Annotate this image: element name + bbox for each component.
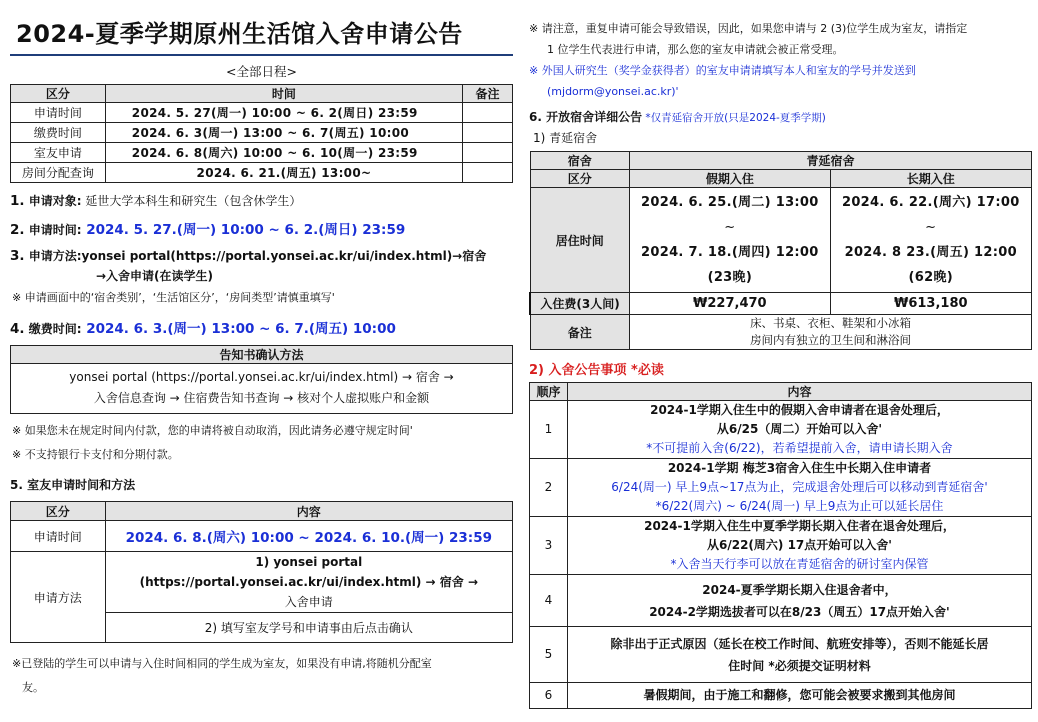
- dorm-remark-label: 备注: [530, 315, 630, 350]
- payment-box-body: [11, 364, 512, 413]
- dorm-subtitle: 1) 青延宿舍: [533, 131, 598, 145]
- schedule-label: 缴费时间: [11, 123, 106, 143]
- notice-number: 1: [530, 401, 568, 459]
- roommate-header: 区分: [11, 502, 106, 521]
- notice-line-highlight: *6/22(周六) ~ 6/24(周一) 早上9点为止可以延长居住: [655, 499, 944, 513]
- method-line: 1) yonsei portal: [255, 555, 363, 569]
- notice-line: 除非出于正式原因（延长在校工作时间、航班安排等），否则不能延长居: [610, 636, 989, 651]
- section-title: 6. 开放宿舍详细公告: [529, 110, 643, 124]
- schedule-row: [11, 103, 513, 123]
- notice-content: [567, 401, 1031, 459]
- schedule-remark: [463, 163, 513, 183]
- section-roommate-title: 5. 室友申请时间和方法: [10, 478, 136, 492]
- notice-line: 2024-夏季学期长期入住退舍者中，: [702, 582, 897, 597]
- notice-line: 2024-2学期选拔者可以在8/23（周五）17点开始入舍': [649, 604, 950, 619]
- notice-number: 5: [530, 627, 568, 683]
- schedule-time: 2024. 5. 27(周一) 10:00 ~ 6. 2(周日) 23:59: [105, 103, 462, 123]
- stay-line: 2024. 7. 18.(周四) 12:00: [641, 245, 819, 260]
- foreign-student-note: ※ 外国人研究生（奖学金获得者）的室友申请请填写本人和室友的学号并发送到: [529, 64, 916, 77]
- payment-step-line: 入舍信息查询 → 住宿费告知书查询 → 核对个人虚拟账户和金额: [93, 391, 430, 405]
- left-column: [10, 16, 513, 695]
- stay-line: (23晚): [707, 270, 753, 285]
- notice-line-highlight: *入舍当天行李可以放在青延宿舍的研讨室内保管: [670, 557, 929, 571]
- dorm-head: 宿舍: [530, 152, 630, 170]
- dorm-long-fee: ₩613,180: [830, 293, 1031, 315]
- notice-row: [530, 683, 1032, 709]
- dorm-row: [530, 170, 1032, 188]
- notice-content: [567, 627, 1031, 683]
- notice-number: 4: [530, 575, 568, 627]
- roommate-method-step1: [105, 552, 512, 613]
- notice-row: [530, 627, 1032, 683]
- notice-content: [567, 683, 1031, 709]
- section-applicants: [10, 192, 513, 209]
- schedule-time: 2024. 6. 21.(周五) 13:00~: [105, 163, 462, 183]
- dorm-row: [530, 152, 1032, 170]
- roommate-header-row: [11, 502, 513, 521]
- section-notice-title: 2) 入舍公告事项 *必读: [529, 363, 664, 378]
- dorm-stay-label: 居住时间: [530, 188, 630, 293]
- notice-line: 暑假期间，由于施工和翻修，您可能会被要求搬到其他房间: [643, 688, 956, 702]
- notice-row: [530, 459, 1032, 517]
- section-pay-time: [10, 317, 513, 337]
- notice-table: [529, 382, 1032, 709]
- notice-line: 从6/25（周二）开始可以入舍': [716, 422, 883, 436]
- notice-line: 2024-1学期 梅芝3宿舍入住生中长期入住申请者: [667, 461, 932, 475]
- dorm-short-fee: ₩227,470: [630, 293, 830, 315]
- roommate-header: 内容: [105, 502, 512, 521]
- notice-line: 住时间 *必须提交证明材料: [728, 658, 871, 673]
- notice-header: 内容: [567, 383, 1031, 401]
- dorm-head: 青延宿舍: [630, 152, 1032, 170]
- roommate-time-row: [11, 521, 513, 552]
- schedule-caption: <全部日程>: [226, 64, 297, 79]
- roommate-table: [10, 501, 513, 643]
- section-label: 申请对象:: [28, 194, 82, 208]
- section-apply-time: [10, 218, 513, 238]
- dorm-row: [530, 293, 1032, 315]
- stay-line: ~: [724, 220, 736, 235]
- stay-line: ~: [925, 220, 937, 235]
- schedule-header: 备注: [463, 85, 513, 103]
- schedule-remark: [463, 143, 513, 163]
- dorm-fee-label: 入住费(3人间): [530, 293, 630, 315]
- dorm-row: [530, 315, 1032, 350]
- dorm-row: [530, 188, 1032, 293]
- schedule-header: 区分: [11, 85, 106, 103]
- payment-note: ※ 不支持银行卡支付和分期付款。: [12, 448, 179, 461]
- dorm-short-stay: [630, 188, 830, 293]
- schedule-row: [11, 143, 513, 163]
- dorm-head: 区分: [530, 170, 630, 188]
- duplicate-warning-line2: 1 位学生代表进行申请，那么您的室友申请就会被正常受理。: [547, 43, 844, 56]
- section-label: 申请方法:: [28, 249, 82, 263]
- title-divider: [10, 54, 513, 56]
- section-number: 4.: [10, 321, 25, 337]
- notice-row: [530, 401, 1032, 459]
- roommate-footnote-cont: 友。: [22, 681, 44, 694]
- schedule-table: [10, 84, 513, 183]
- section-number: 1.: [10, 193, 25, 209]
- apply-method-line2: →入舍申请(在读学生): [96, 269, 214, 283]
- dorm-long-stay: [830, 188, 1031, 293]
- section-apply-method: [10, 247, 513, 264]
- schedule-remark: [463, 123, 513, 143]
- dorm-head: 假期入住: [630, 170, 830, 188]
- dorm-head: 长期入住: [830, 170, 1031, 188]
- remark-line: 房间内有独立的卫生间和淋浴间: [750, 333, 912, 347]
- roommate-method-row: [11, 552, 513, 613]
- remark-line: 床、书桌、衣柜、鞋架和小冰箱: [750, 316, 912, 330]
- dorm-remark: [630, 315, 1032, 350]
- right-column: [529, 18, 1032, 709]
- roommate-time-value: 2024. 6. 8.(周六) 10:00 ~ 2024. 6. 10.(周一) 23:59: [105, 521, 512, 552]
- section-text: 延世大学本科生和研究生（包含休学生）: [81, 194, 302, 208]
- schedule-time: 2024. 6. 8(周六) 10:00 ~ 6. 10(周一) 23:59: [105, 143, 462, 163]
- method-line: 入舍申请: [284, 595, 333, 609]
- section-number: 3.: [10, 248, 25, 264]
- roommate-footnote: ※已登陆的学生可以申请与入住时间相同的学生成为室友，如果没有申请,将随机分配室: [12, 657, 432, 670]
- notice-content: [567, 575, 1031, 627]
- payment-note: ※ 如果您未在规定时间内付款，您的申请将被自动取消，因此请务必遵守规定时间': [12, 424, 413, 437]
- stay-line: (62晚): [908, 270, 954, 285]
- contact-email: (mjdorm@yonsei.ac.kr)': [547, 85, 679, 98]
- apply-method-note: ※ 申请画面中的‘宿舍类别’，‘生活馆区分’，‘房间类型’请慎重填写': [12, 291, 335, 304]
- section-label: 缴费时间:: [28, 322, 82, 336]
- payment-step-line: yonsei portal (https://portal.yonsei.ac.kr/ui/index.html) → 宿舍 →: [69, 370, 454, 384]
- stay-line: 2024. 6. 25.(周二) 13:00: [641, 195, 819, 210]
- stay-line: 2024. 8 23.(周五) 12:00: [844, 245, 1017, 260]
- stay-line: 2024. 6. 22.(周六) 17:00: [841, 195, 1020, 210]
- section-subnote: *仅青延宿舍开放(只是2024-夏季学期): [642, 112, 826, 124]
- notice-number: 6: [530, 683, 568, 709]
- section-open-dorm: [529, 108, 1032, 125]
- section-value: 2024. 5. 27.(周一) 10:00 ~ 6. 2.(周日) 23:59: [81, 222, 406, 238]
- notice-header-row: [530, 383, 1032, 401]
- notice-content: [567, 517, 1031, 575]
- notice-line: 2024-1学期入住生中夏季学期长期入住者在退舍处理后，: [644, 519, 955, 533]
- section-value: 2024. 6. 3.(周一) 13:00 ~ 6. 7.(周五) 10:00: [81, 321, 396, 337]
- schedule-label: 房间分配查询: [11, 163, 106, 183]
- notice-line: 从6/22(周六) 17点开始可以入舍': [706, 538, 892, 552]
- roommate-method-step2: 2) 填写室友学号和申请事由后点击确认: [105, 613, 512, 643]
- page-title: 2024-夏季学期原州生活馆入舍申请公告: [16, 20, 463, 48]
- schedule-row: [11, 163, 513, 183]
- notice-header: 顺序: [530, 383, 568, 401]
- notice-row: [530, 575, 1032, 627]
- roommate-method-label: 申请方法: [11, 552, 106, 643]
- section-label: 申请时间:: [28, 223, 82, 237]
- roommate-time-label: 申请时间: [11, 521, 106, 552]
- dorm-table: [529, 151, 1032, 350]
- schedule-row: [11, 123, 513, 143]
- schedule-remark: [463, 103, 513, 123]
- notice-line: 2024-1学期入住生中的假期入舍申请者在退舍处理后，: [650, 403, 949, 417]
- notice-line-highlight: *不可提前入舍(6/22)，若希望提前入舍，请申请长期入舍: [646, 441, 953, 455]
- schedule-header: 时间: [105, 85, 462, 103]
- duplicate-warning-line: ※ 请注意，重复申请可能会导致错误，因此，如果您申请与 2 (3)位学生成为室友，请指定: [529, 22, 968, 35]
- section-number: 2.: [10, 222, 25, 238]
- notice-number: 2: [530, 459, 568, 517]
- schedule-header-row: [11, 85, 513, 103]
- payment-method-box: [10, 345, 513, 414]
- schedule-label: 室友申请: [11, 143, 106, 163]
- payment-box-heading: 告知书确认方法: [11, 346, 512, 364]
- schedule-label: 申请时间: [11, 103, 106, 123]
- method-line: (https://portal.yonsei.ac.kr/ui/index.html) → 宿舍 →: [139, 575, 478, 589]
- notice-number: 3: [530, 517, 568, 575]
- notice-content: [567, 459, 1031, 517]
- section-value: yonsei portal(https://portal.yonsei.ac.kr/ui/index.html)→宿舍: [81, 249, 487, 263]
- schedule-time: 2024. 6. 3(周一) 13:00 ~ 6. 7(周五) 10:00: [105, 123, 462, 143]
- notice-line-highlight: 6/24(周一) 早上9点~17点为止，完成退舍处理后可以移动到青延宿舍': [611, 480, 988, 494]
- notice-row: [530, 517, 1032, 575]
